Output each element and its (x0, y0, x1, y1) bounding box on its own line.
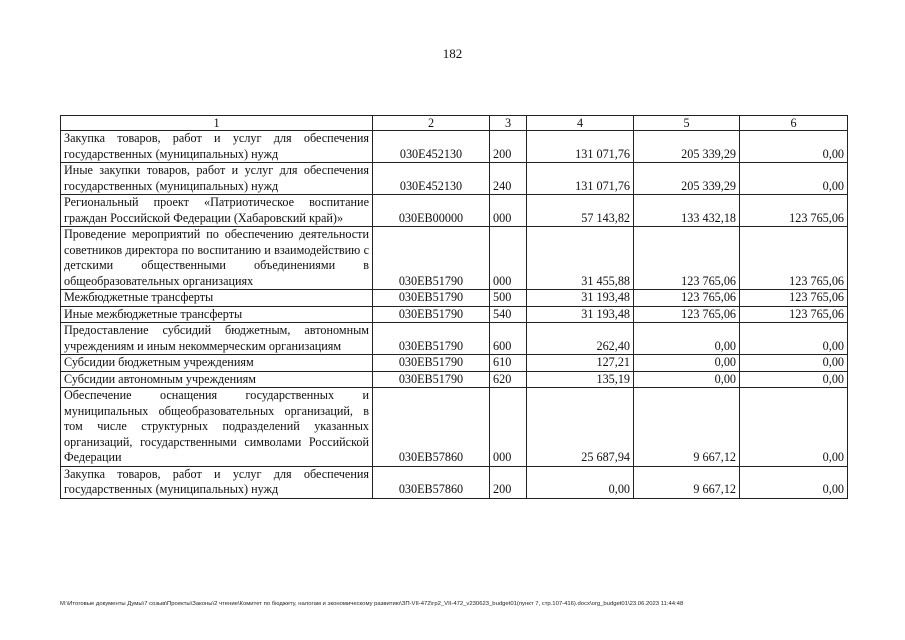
row-value-cell: 0,00 (634, 355, 740, 372)
table-row (61, 290, 848, 307)
row-code-cell: 030EB51790 (373, 371, 490, 388)
row-code-cell: 030EB51790 (373, 290, 490, 307)
row-code-cell: 030EB51790 (373, 227, 490, 290)
row-name-cell: Закупка товаров, работ и услуг для обеспечения государственных (муниципальных) нужд (61, 131, 373, 163)
column-header: 5 (634, 116, 740, 131)
row-code-cell: 030E452130 (373, 131, 490, 163)
row-value-cell: 31 193,48 (527, 306, 634, 323)
row-value-cell: 0,00 (740, 388, 848, 467)
row-value-cell: 0,00 (740, 466, 848, 498)
row-value-cell: 127,21 (527, 355, 634, 372)
row-value-cell: 123 765,06 (740, 227, 848, 290)
row-name-cell: Проведение мероприятий по обеспечению деятельности советников директора по воспитанию и взаимодействию с детскими общественными объединениями в общеобразовательных организациях (61, 227, 373, 290)
table-row (61, 195, 848, 227)
row-value-cell: 262,40 (527, 323, 634, 355)
row-value-cell: 31 193,48 (527, 290, 634, 307)
row-value-cell: 0,00 (740, 131, 848, 163)
row-type-cell: 600 (490, 323, 527, 355)
row-name-cell: Межбюджетные трансферты (61, 290, 373, 307)
column-header: 1 (61, 116, 373, 131)
row-value-cell: 123 765,06 (634, 290, 740, 307)
row-name-cell: Предоставление субсидий бюджетным, автономным учреждениям и иным некоммерческим организациям (61, 323, 373, 355)
row-type-cell: 000 (490, 388, 527, 467)
row-value-cell: 205 339,29 (634, 131, 740, 163)
table-row (61, 388, 848, 467)
row-value-cell: 205 339,29 (634, 163, 740, 195)
table-row (61, 371, 848, 388)
row-type-cell: 200 (490, 466, 527, 498)
table-row (61, 466, 848, 498)
row-value-cell: 31 455,88 (527, 227, 634, 290)
row-code-cell: 030EB00000 (373, 195, 490, 227)
row-value-cell: 57 143,82 (527, 195, 634, 227)
row-name-cell: Обеспечение оснащения государственных и муниципальных общеобразовательных организаций, в том числе структурных подразделений указанных организаций, государственными символами Российской Федерации (61, 388, 373, 467)
row-value-cell: 131 071,76 (527, 163, 634, 195)
table-row (61, 163, 848, 195)
row-value-cell: 123 765,06 (740, 306, 848, 323)
column-header: 6 (740, 116, 848, 131)
row-type-cell: 540 (490, 306, 527, 323)
column-header: 4 (527, 116, 634, 131)
row-value-cell: 9 667,12 (634, 388, 740, 467)
row-value-cell: 133 432,18 (634, 195, 740, 227)
column-header: 3 (490, 116, 527, 131)
row-value-cell: 0,00 (634, 371, 740, 388)
table-row (61, 355, 848, 372)
row-name-cell: Региональный проект «Патриотическое воспитание граждан Российской Федерации (Хабаровский край)» (61, 195, 373, 227)
row-name-cell: Субсидии автономным учреждениям (61, 371, 373, 388)
row-value-cell: 123 765,06 (740, 195, 848, 227)
row-value-cell: 0,00 (634, 323, 740, 355)
row-value-cell: 123 765,06 (634, 306, 740, 323)
table-row (61, 131, 848, 163)
row-code-cell: 030EB51790 (373, 355, 490, 372)
row-name-cell: Иные межбюджетные трансферты (61, 306, 373, 323)
row-type-cell: 620 (490, 371, 527, 388)
row-value-cell: 131 071,76 (527, 131, 634, 163)
row-value-cell: 9 667,12 (634, 466, 740, 498)
table-header-row (61, 116, 848, 131)
row-type-cell: 000 (490, 227, 527, 290)
row-value-cell: 0,00 (740, 163, 848, 195)
budget-table (60, 115, 848, 499)
row-code-cell: 030E452130 (373, 163, 490, 195)
row-code-cell: 030EB57860 (373, 466, 490, 498)
table-row (61, 306, 848, 323)
row-value-cell: 0,00 (740, 323, 848, 355)
row-value-cell: 0,00 (527, 466, 634, 498)
row-name-cell: Иные закупки товаров, работ и услуг для обеспечения государственных (муниципальных) нужд (61, 163, 373, 195)
row-name-cell: Закупка товаров, работ и услуг для обеспечения государственных (муниципальных) нужд (61, 466, 373, 498)
row-value-cell: 0,00 (740, 371, 848, 388)
row-value-cell: 135,19 (527, 371, 634, 388)
row-value-cell: 123 765,06 (740, 290, 848, 307)
row-code-cell: 030EB51790 (373, 306, 490, 323)
row-name-cell: Субсидии бюджетным учреждениям (61, 355, 373, 372)
row-type-cell: 240 (490, 163, 527, 195)
row-code-cell: 030EB51790 (373, 323, 490, 355)
row-type-cell: 500 (490, 290, 527, 307)
footer-file-path: М:\Итоговые документы Думы\7 созыв\Проекты\Законы\2 чтение\Комитет по бюджету, налогам и экономическому развитию\ЗП-VII-472\гр2_VII-472_v230623_budget01(пункт 7, стр.107-416).docx\org_budget01\23.06.2023 11:44:48 (60, 601, 684, 607)
row-type-cell: 000 (490, 195, 527, 227)
table-row (61, 323, 848, 355)
row-value-cell: 123 765,06 (634, 227, 740, 290)
page-number: 182 (442, 46, 463, 61)
row-value-cell: 25 687,94 (527, 388, 634, 467)
column-header: 2 (373, 116, 490, 131)
row-value-cell: 0,00 (740, 355, 848, 372)
row-type-cell: 610 (490, 355, 527, 372)
row-type-cell: 200 (490, 131, 527, 163)
row-code-cell: 030EB57860 (373, 388, 490, 467)
table-row (61, 227, 848, 290)
